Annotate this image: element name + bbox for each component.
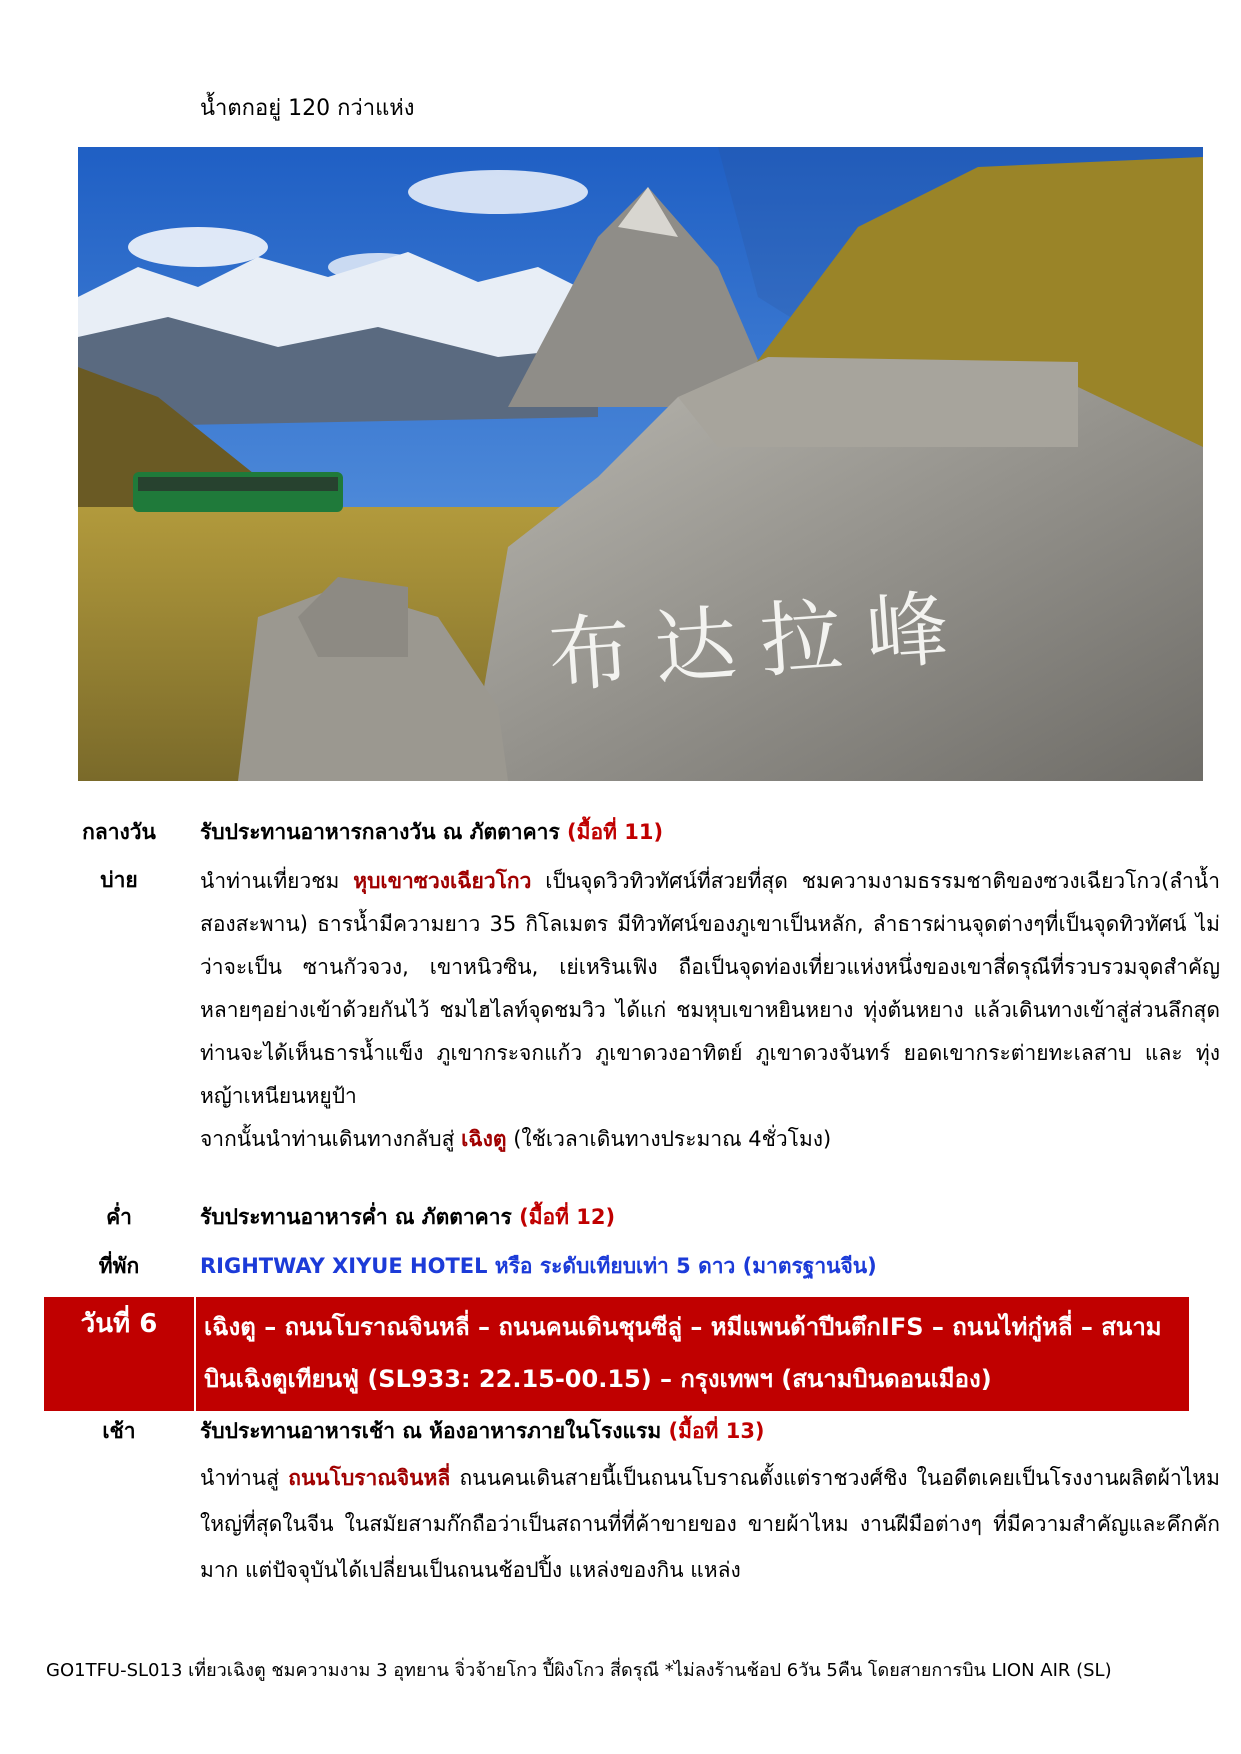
- dinner-meal-number: (มื้อที่ 12): [519, 1205, 616, 1229]
- jinli-text-body: ถนนคนเดินสายนี้เป็นถนนโบราณตั้งแต่ราชวงศ์ชิง ในอดีตเคยเป็นโรงงานผลิตผ้าไหมใหญ่ที่สุดในจีน ในสมัยสามก๊กถือว่าเป็นสถานที่ที่ค้าขายของ ขายผ้าไหม งานฝีมือต่างๆ ที่มีความสำคัญและคึกคักมาก แต่ปัจจุบันได้เปลี่ยนเป็นถนนช้อปปิ้ง แหล่งของกิน แหล่ง: [200, 1466, 1220, 1582]
- dinner-text: รับประทานอาหารค่ำ ณ ภัตตาคาร: [200, 1205, 512, 1229]
- chengdu-highlight: เฉิงตู: [461, 1127, 507, 1151]
- afternoon-text-body: เป็นจุดวิวทิวทัศน์ที่สวยที่สุด ชมความงามธรรมชาติของซวงเฉียวโกว(ลำน้ำสองสะพาน) ธารน้ำมีความยาว 35 กิโลเมตร มีทิวทัศน์ของภูเขาเป็นหลัก, ลำธารผ่านจุดต่างๆที่เป็นจุดทิวทัศน์ ไม่ว่าจะเป็น ซานกัวจวง, เขาหนิวซิน, เย่เหรินเฟิง ถือเป็นจุดท่องเที่ยวแห่งหนึ่งของเขาสี่ดรุณีที่รวบรวมจุดสำคัญหลายๆอย่างเข้าด้วยกันไว้ ชมไฮไลท์จุดชมวิว ได้แก่ ชมหุบเขาหยินหยาง ทุ่งต้นหยาง แล้วเดินทางเข้าสู่ส่วนลึกสุด ท่านจะได้เห็นธารน้ำแข็ง ภูเขากระจกแก้ว ภูเขาดวงอาทิตย์ ภูเขาดวงจันทร์ ยอดเขากระต่ายทะเลสาบ และ ทุ่งหญ้าเหนียนหยูป้า: [200, 869, 1220, 1108]
- return-text-duration: (ใช้เวลาเดินทางประมาณ 4ชั่วโมง): [513, 1127, 832, 1151]
- day6-label: วันที่ 6: [80, 1309, 158, 1339]
- afternoon-text-intro: นำท่านเที่ยวชม: [200, 869, 340, 893]
- lunch-label: กลางวัน: [82, 820, 156, 844]
- breakfast-meal-number: (มื้อที่ 13): [668, 1419, 765, 1443]
- dinner-label: ค่ำ: [106, 1205, 132, 1229]
- day6-title: เฉิงตู – ถนนโบราณจินหลี่ – ถนนคนเดินชุนซีลู่ – หมีแพนด้าปีนตึกIFS – ถนนไท่กู๋หลี่ – สนามบินเฉิงตูเทียนฟู่ (SL933: 22.15-00.15) – กรุงเทพฯ (สนามบินดอนเมือง): [204, 1313, 1162, 1393]
- lunch-text: รับประทานอาหารกลางวัน ณ ภัตตาคาร: [200, 820, 560, 844]
- rock-inscription: 布达拉峰: [545, 580, 976, 705]
- breakfast-text: รับประทานอาหารเช้า ณ ห้องอาหารภายในโรงแรม: [200, 1419, 662, 1443]
- day6-divider: [194, 1297, 196, 1411]
- jinli-text-intro: นำท่านสู่: [200, 1466, 279, 1490]
- hotel-label: ที่พัก: [98, 1254, 140, 1278]
- shuangqiao-valley-highlight: หุบเขาซวงเฉียวโกว: [353, 869, 532, 893]
- breakfast-label: เช้า: [102, 1419, 136, 1443]
- hotel-name: RIGHTWAY XIYUE HOTEL หรือ ระดับเทียบเท่า 5 ดาว (มาตรฐานจีน): [200, 1254, 877, 1278]
- day6-header: [44, 1297, 1189, 1411]
- afternoon-label: บ่าย: [100, 868, 138, 892]
- lunch-meal-number: (มื้อที่ 11): [567, 820, 664, 844]
- return-text-intro: จากนั้นนำท่านเดินทางกลับสู่: [200, 1127, 455, 1151]
- mountain-valley-photo: [78, 147, 1203, 781]
- jinli-street-highlight: ถนนโบราณจินหลี่: [288, 1466, 451, 1490]
- page-footer: GO1TFU-SL013 เที่ยวเฉิงตู ชมความงาม 3 อุทยาน จิ่วจ้ายโกว ปี้ผิงโกว สี่ดรุณี *ไม่ลงร้านช้อป 6วัน 5คืน โดยสายการบิน LION AIR (SL): [46, 1660, 1112, 1681]
- intro-line: น้ำตกอยู่ 120 กว่าแห่ง: [200, 96, 415, 121]
